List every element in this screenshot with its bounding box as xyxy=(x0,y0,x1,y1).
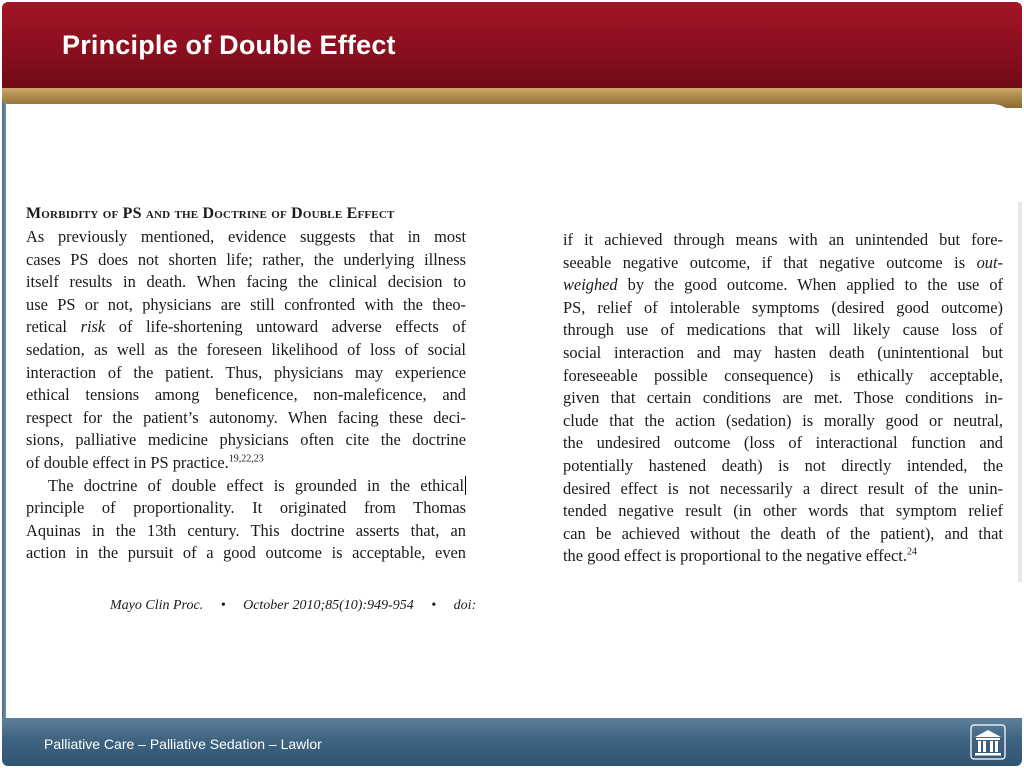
article-right-column xyxy=(563,229,1003,568)
text-line: interaction of the patient. Thus, physicians may experience xyxy=(26,362,466,382)
section-heading: Morbidity of PS and the Doctrine of Double Effect xyxy=(26,205,395,222)
text-line: tended negative result (in other words that symptom relief xyxy=(563,501,1003,521)
text-line xyxy=(26,452,466,475)
text-line: Aquinas in the 13th century. This doctrine asserts that, an xyxy=(26,520,466,540)
footer-text: Palliative Care – Palliative Sedation – Lawlor xyxy=(44,736,322,752)
text-line: sions, palliative medicine physicians often cite the doctrine xyxy=(26,430,466,450)
title-bar xyxy=(2,2,1022,90)
right-edge-shadow xyxy=(1018,202,1022,582)
text-line xyxy=(563,274,1003,297)
text-line: itself results in death. When facing the clinical decision to xyxy=(26,272,466,292)
institution-building-icon xyxy=(970,724,1006,760)
reference-superscript: 24 xyxy=(906,546,917,558)
footer-bar xyxy=(2,718,1022,766)
text-cursor xyxy=(465,476,466,495)
text-line: foreseeable possible consequence) is ethically acceptable, xyxy=(563,365,1003,385)
text-line: can be achieved without the death of the patient), and that xyxy=(563,523,1003,543)
text-segment: retical xyxy=(26,317,81,337)
text-segment: of double effect in PS practice. xyxy=(26,452,229,472)
text-segment: by the good outcome. When applied to the use of xyxy=(617,275,1003,295)
text-line: action in the pursuit of a good outcome is acceptable, even xyxy=(26,543,466,563)
text-line: cases PS does not shorten life; rather, the underlying illness xyxy=(26,249,466,269)
italic-term: out- xyxy=(976,252,1003,272)
text-line xyxy=(563,252,1003,275)
journal-citation: Mayo Clin Proc. • October 2010;85(10):949-954 • doi: xyxy=(110,598,477,613)
text-line xyxy=(26,316,466,339)
text-line xyxy=(563,545,1003,568)
article-left-column xyxy=(26,202,466,565)
text-line: PS, relief of intolerable symptoms (desired good outcome) xyxy=(563,297,1003,317)
slide-title: Principle of Double Effect xyxy=(62,30,396,60)
text-line: desired effect is not necessarily a direct result of the unin- xyxy=(563,478,1003,498)
slide xyxy=(2,2,1022,766)
reference-superscript: 19,22,23 xyxy=(228,453,264,465)
text-line xyxy=(26,475,466,498)
text-segment: of life-shortening untoward adverse effects of xyxy=(105,317,466,337)
text-line: potentially hastened death) is not directly intended, the xyxy=(563,455,1003,475)
text-line: through use of medications that will likely cause loss of xyxy=(563,320,1003,340)
text-line: the undesired outcome (loss of interactional function and xyxy=(563,433,1003,453)
italic-term: risk xyxy=(80,317,106,337)
text-line: clude that the action (sedation) is morally good or neutral, xyxy=(563,410,1003,430)
text-line: social interaction and may hasten death (unintentional but xyxy=(563,342,1003,362)
text-line: if it achieved through means with an unintended but fore- xyxy=(563,230,1003,249)
text-segment: The doctrine of double effect is grounded in the ethical xyxy=(48,475,464,495)
text-line: use PS or not, physicians are still confronted with the theo- xyxy=(26,294,466,314)
text-line: respect for the patient’s autonomy. When facing these deci- xyxy=(26,407,466,427)
text-line: principle of proportionality. It originated from Thomas xyxy=(26,498,466,518)
italic-term: weighed xyxy=(563,275,618,295)
text-line: given that certain conditions are met. Those conditions in- xyxy=(563,388,1003,408)
text-line: As previously mentioned, evidence suggests that in most xyxy=(26,227,466,246)
text-line: sedation, as well as the foreseen likelihood of loss of social xyxy=(26,339,466,359)
text-line: ethical tensions among beneficence, non-maleficence, and xyxy=(26,385,466,405)
text-segment: seeable negative outcome, if that negative outcome is xyxy=(563,252,977,272)
text-segment: the good effect is proportional to the negative effect. xyxy=(563,546,907,566)
